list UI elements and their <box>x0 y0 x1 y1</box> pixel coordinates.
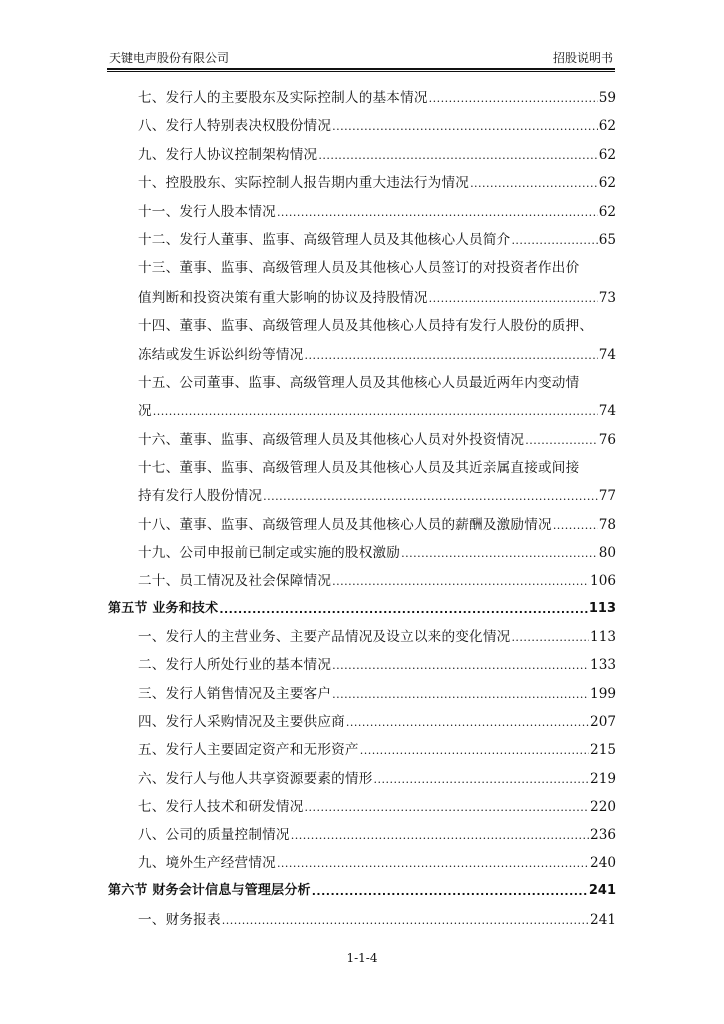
toc-entry-page: 215 <box>590 742 616 758</box>
toc-entry-title: 十四、董事、监事、高级管理人员及其他核心人员持有发行人股份的质押、 <box>138 318 594 334</box>
toc-entry[interactable] <box>138 398 616 420</box>
toc-entry-title: 况 <box>138 403 152 419</box>
toc-entry[interactable] <box>138 766 616 788</box>
toc-entry[interactable] <box>138 199 616 221</box>
toc-leader-dots <box>291 826 589 844</box>
toc-entry-page: 106 <box>590 573 616 589</box>
toc-leader-dots <box>401 544 598 562</box>
toc-leader-dots <box>470 174 598 192</box>
toc-leader-dots <box>511 628 589 646</box>
toc-entry-title: 九、发行人协议控制架构情况 <box>138 147 318 163</box>
toc-entry-page: 74 <box>598 347 616 363</box>
toc-entry-title: 一、发行人的主营业务、主要产品情况及设立以来的变化情况 <box>138 629 511 645</box>
toc-entry-page: 80 <box>598 545 616 561</box>
page-header <box>107 50 615 70</box>
toc-entry-title: 六、发行人与他人共享资源要素的情形 <box>138 771 373 787</box>
toc-entry-page: 199 <box>590 686 616 702</box>
toc-entry-title: 五、发行人主要固定资产和无形资产 <box>138 742 359 758</box>
toc-entry-title: 十七、董事、监事、高级管理人员及其他核心人员及其近亲属直接或间接 <box>138 460 580 476</box>
toc-entry-page: 240 <box>590 855 616 871</box>
toc-entry[interactable] <box>138 455 616 477</box>
toc-leader-dots <box>332 572 589 590</box>
toc-entry-page: 62 <box>598 204 616 220</box>
toc-entry-page: 207 <box>590 714 616 730</box>
toc-entry-page: 219 <box>590 771 616 787</box>
toc-leader-dots <box>525 431 597 449</box>
header-company: 天键电声股份有限公司 <box>109 51 230 65</box>
toc-entry-page: 220 <box>590 799 616 815</box>
toc-entry-title: 值判断和投资决策有重大影响的协议及持股情况 <box>138 290 428 306</box>
toc-entry[interactable] <box>138 227 616 249</box>
toc-entry[interactable] <box>138 113 616 135</box>
toc-leader-dots <box>511 231 597 249</box>
toc-section-entry[interactable] <box>108 878 616 900</box>
toc-entry-title: 二十、员工情况及社会保障情况 <box>138 573 332 589</box>
header-doc-type: 招股说明书 <box>552 51 613 65</box>
toc-entry-title: 一、财务报表 <box>138 912 221 928</box>
toc-entry-title: 八、发行人特别表决权股份情况 <box>138 118 332 134</box>
toc-entry[interactable] <box>138 483 616 505</box>
toc-entry[interactable] <box>138 907 616 929</box>
toc-entry-page: 76 <box>598 432 616 448</box>
toc-leader-dots <box>360 741 589 759</box>
toc-entry-title: 九、境外生产经营情况 <box>138 855 276 871</box>
toc-leader-dots <box>219 600 588 618</box>
toc-entry-page: 62 <box>598 175 616 191</box>
toc-entry[interactable] <box>138 709 616 731</box>
toc-entry-title: 四、发行人采购情况及主要供应商 <box>138 714 345 730</box>
toc-entry-page: 65 <box>598 232 616 248</box>
toc-entry-title: 十六、董事、监事、高级管理人员及其他核心人员对外投资情况 <box>138 432 525 448</box>
toc-entry[interactable] <box>138 370 616 392</box>
toc-entry-page: 236 <box>590 827 616 843</box>
toc-entry-page: 62 <box>598 118 616 134</box>
toc-leader-dots <box>553 516 598 534</box>
toc-entry[interactable] <box>138 85 616 107</box>
page-number: 1-1-4 <box>346 951 378 965</box>
toc-leader-dots <box>312 882 588 900</box>
toc-entry[interactable] <box>138 427 616 449</box>
toc-entry[interactable] <box>138 624 616 646</box>
toc-entry-page: 113 <box>590 629 616 645</box>
toc-entry-page: 241 <box>588 883 616 898</box>
toc-entry-page: 74 <box>598 403 616 419</box>
toc-entry[interactable] <box>138 737 616 759</box>
toc-entry-title: 二、发行人所处行业的基本情况 <box>138 657 332 673</box>
toc-entry-title: 十五、公司董事、监事、高级管理人员及其他核心人员最近两年内变动情 <box>138 375 580 391</box>
toc-entry[interactable] <box>138 681 616 703</box>
toc-leader-dots <box>305 346 598 364</box>
toc-entry-title: 十八、董事、监事、高级管理人员及其他核心人员的薪酬及激励情况 <box>138 517 552 533</box>
toc-entry-page: 62 <box>598 147 616 163</box>
toc-entry[interactable] <box>138 342 616 364</box>
toc-entry[interactable] <box>138 142 616 164</box>
toc-leader-dots <box>374 770 590 788</box>
toc-entry-page: 78 <box>598 517 616 533</box>
toc-leader-dots <box>222 911 589 929</box>
toc-entry-page: 241 <box>590 912 616 928</box>
toc-entry-title: 第六节 财务会计信息与管理层分析 <box>108 883 311 898</box>
toc-entry-page: 77 <box>598 488 616 504</box>
toc-entry[interactable] <box>138 822 616 844</box>
header-divider <box>107 71 615 72</box>
toc-entry-title: 十三、董事、监事、高级管理人员及其他核心人员签订的对投资者作出价 <box>138 260 580 276</box>
toc-entry-title: 十一、发行人股本情况 <box>138 204 276 220</box>
toc-entry-title: 十九、公司申报前已制定或实施的股权激励 <box>138 545 401 561</box>
toc-entry-page: 59 <box>598 90 616 106</box>
toc-leader-dots <box>429 89 598 107</box>
toc-entry-title: 七、发行人技术和研发情况 <box>138 799 304 815</box>
toc-leader-dots <box>332 685 589 703</box>
toc-entry-page: 113 <box>588 601 616 616</box>
toc-leader-dots <box>318 146 597 164</box>
toc-entry-title: 十二、发行人董事、监事、高级管理人员及其他核心人员简介 <box>138 232 511 248</box>
toc-leader-dots <box>305 798 590 816</box>
toc-leader-dots <box>346 713 589 731</box>
toc-leader-dots <box>332 656 589 674</box>
toc-entry[interactable] <box>138 512 616 534</box>
toc-entry[interactable] <box>138 170 616 192</box>
toc-entry[interactable] <box>138 313 616 335</box>
toc-leader-dots <box>332 117 598 135</box>
toc-entry-title: 冻结或发生诉讼纠纷等情况 <box>138 347 304 363</box>
toc-entry[interactable] <box>138 540 616 562</box>
toc-entry-page: 73 <box>598 290 616 306</box>
toc-entry[interactable] <box>138 794 616 816</box>
toc-leader-dots <box>429 289 598 307</box>
toc-entry[interactable] <box>138 255 616 277</box>
toc-entry[interactable] <box>138 652 616 674</box>
toc-entry-title: 七、发行人的主要股东及实际控制人的基本情况 <box>138 90 428 106</box>
toc-leader-dots <box>263 487 598 505</box>
toc-entry[interactable] <box>138 568 616 590</box>
toc-leader-dots <box>277 854 589 872</box>
toc-entry-title: 八、公司的质量控制情况 <box>138 827 290 843</box>
toc-entry[interactable] <box>138 850 616 872</box>
toc-entry-title: 三、发行人销售情况及主要客户 <box>138 686 332 702</box>
toc-leader-dots <box>153 402 598 420</box>
toc-entry-page: 133 <box>590 657 616 673</box>
toc-leader-dots <box>277 203 598 221</box>
toc-entry-title: 第五节 业务和技术 <box>108 601 219 616</box>
toc-entry-title: 持有发行人股份情况 <box>138 488 263 504</box>
toc-section-entry[interactable] <box>108 596 616 618</box>
toc-entry[interactable] <box>138 285 616 307</box>
toc-entry-title: 十、控股股东、实际控制人报告期内重大违法行为情况 <box>138 175 470 191</box>
